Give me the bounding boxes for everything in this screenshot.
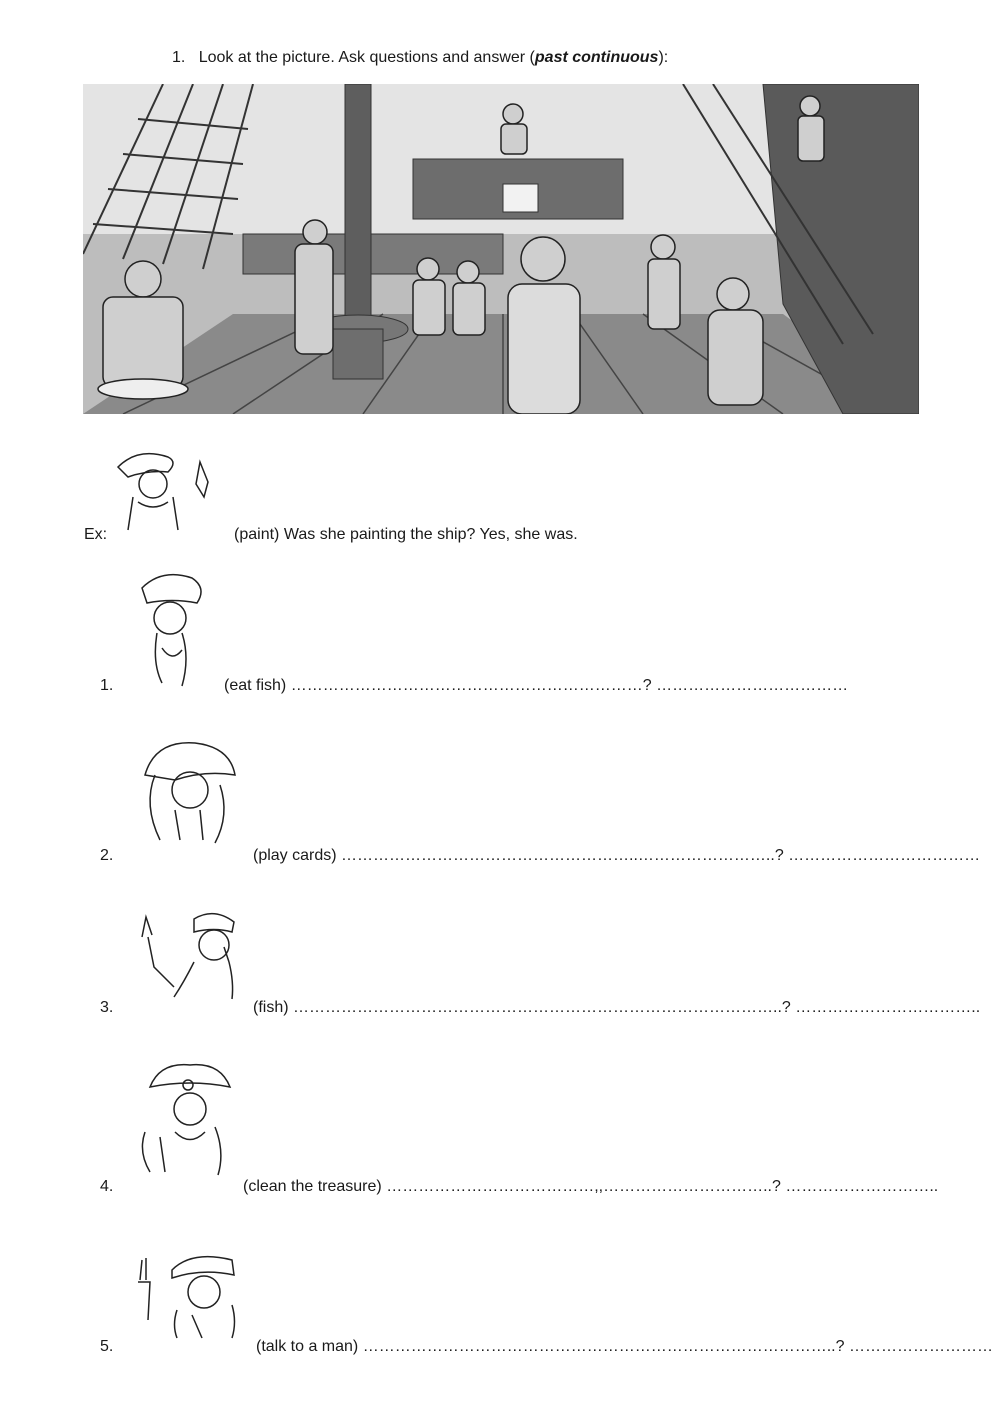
item-question-blank-5[interactable]: …………………………………………………………………………….. <box>362 1338 836 1355</box>
item-prompt-1: (eat fish) <box>224 677 287 694</box>
item-number-2: 2. <box>100 847 114 864</box>
item-question-blank-4[interactable]: …………………………………,,………………………….. <box>386 1178 772 1195</box>
woman-pirate-thumbnail <box>135 735 245 845</box>
item-line-2 <box>253 847 980 865</box>
example-line <box>84 526 578 544</box>
item-line-3 <box>253 999 980 1017</box>
item-number-5: 5. <box>100 1338 114 1355</box>
item-line-1 <box>224 677 848 695</box>
item-question-blank-1[interactable]: ………………………………………………………… <box>290 677 643 694</box>
example-label: Ex: <box>84 526 108 543</box>
item-question-blank-3[interactable]: ……………………………………………………………………………….. <box>293 999 782 1016</box>
item-answer-blank-4[interactable]: ……………………….. <box>785 1178 939 1195</box>
pirate-talking-thumbnail <box>132 1250 242 1340</box>
item-prompt-2: (play cards) <box>253 847 337 864</box>
example-prompt: (paint) <box>234 526 280 543</box>
item-number-1: 1. <box>100 677 114 694</box>
item-answer-blank-3[interactable]: …………………………….. <box>795 999 981 1016</box>
item-number-3: 3. <box>100 999 114 1016</box>
example-painter-thumbnail <box>108 442 218 532</box>
pirate-captain-thumbnail <box>130 1057 240 1177</box>
item-answer-blank-1[interactable]: ……………………………… <box>656 677 849 694</box>
instruction <box>172 49 668 67</box>
instruction-text-end: ): <box>658 49 669 66</box>
instruction-text: Look at the picture. Ask questions and answer ( <box>198 49 535 66</box>
item-prompt-5: (talk to a man) <box>256 1338 359 1355</box>
item-answer-blank-5[interactable]: ……………………… <box>848 1338 993 1355</box>
item-answer-blank-2[interactable]: ……………………………… <box>788 847 981 864</box>
example-text: Was she painting the ship? Yes, she was. <box>283 526 578 543</box>
pirate-ship-illustration <box>83 84 919 414</box>
item-question-mark-3: ? <box>781 999 791 1016</box>
item-line-4 <box>243 1178 938 1196</box>
pirate-eating-thumbnail <box>132 568 212 688</box>
instruction-number: 1. <box>172 49 186 66</box>
pirate-waving-thumbnail <box>134 907 244 1002</box>
item-line-5 <box>256 1338 993 1356</box>
item-question-mark-5: ? <box>835 1338 845 1355</box>
item-question-mark-2: ? <box>774 847 784 864</box>
instruction-emphasis: past continuous <box>534 49 659 66</box>
item-number-4: 4. <box>100 1178 114 1195</box>
item-prompt-4: (clean the treasure) <box>243 1178 382 1195</box>
item-question-mark-1: ? <box>642 677 652 694</box>
item-question-blank-2[interactable]: ………………………………………………..…………………….. <box>341 847 775 864</box>
item-question-mark-4: ? <box>771 1178 781 1195</box>
item-prompt-3: (fish) <box>253 999 289 1016</box>
